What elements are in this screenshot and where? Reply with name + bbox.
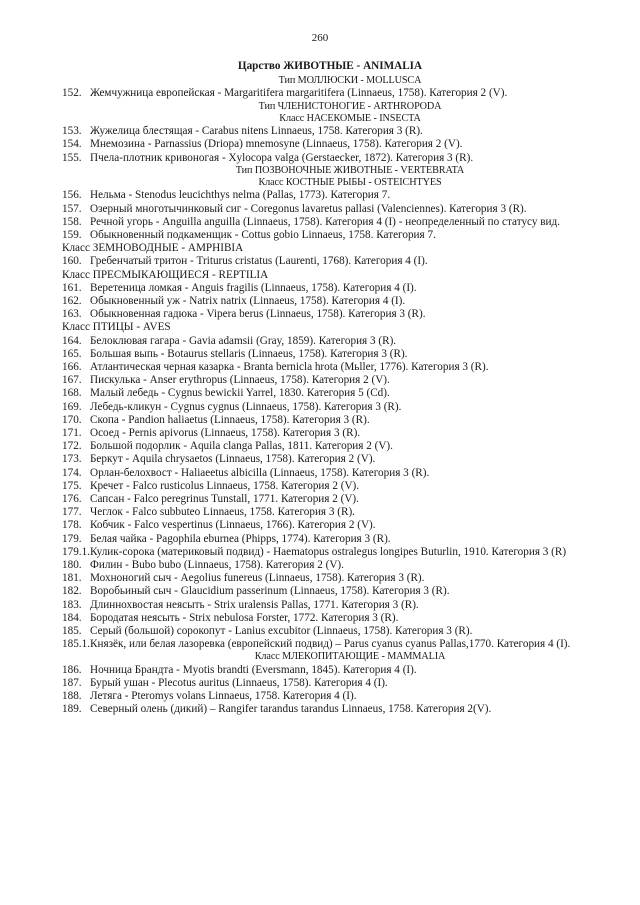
entry-text: Атлантическая черная казарка - Branta bernicla hrota (Mьller, 1776). Категория 3 (R). (90, 360, 489, 373)
entry-number: 165. (62, 347, 82, 360)
entry-text: Мнемозина - Parnassius (Driopa) mnemosyne (Linnaeus, 1758). Категория 2 (V). (90, 138, 463, 151)
species-list (0, 75, 640, 717)
species-entry (0, 348, 640, 361)
species-entry (0, 664, 640, 677)
entry-number: 189. (62, 703, 82, 716)
species-entry (0, 138, 640, 151)
entry-text: Длиннохвостая неясыть - Strix uralensis Pallas, 1771. Категория 3 (R). (90, 598, 419, 611)
entry-text: Обыкновенный уж - Natrix natrix (Linnaeus, 1758). Категория 4 (I). (90, 294, 406, 307)
page-number: 260 (311, 32, 329, 44)
entry-text: Белая чайка - Pagophila eburnea (Phipps, 1774). Категория 3 (R). (90, 532, 391, 545)
entry-text: Мохноногий сыч - Aegolius funereus (Linnaeus, 1758). Категория 3 (R). (90, 572, 425, 585)
entry-text: Кречет - Falco rusticolus Linnaeus, 1758. Категория 2 (V). (90, 479, 360, 492)
kingdom-heading: Царство ЖИВОТНЫЕ - ANIMALIA (237, 60, 423, 72)
species-entry (0, 559, 640, 572)
entry-number: 170. (62, 413, 82, 426)
entry-text: Большая выпь - Botaurus stellaris (Linnaeus, 1758). Категория 3 (R). (90, 347, 408, 360)
class-heading: Класс ПТИЦЫ - AVES (62, 321, 171, 334)
entry-number: 185. (62, 625, 82, 637)
taxon-heading: Тип МОЛЛЮСКИ - MOLLUSCA (278, 75, 422, 86)
entry-number: 188. (62, 690, 82, 703)
species-entry (0, 572, 640, 585)
species-entry (0, 506, 640, 519)
entry-text: Осоед - Pernis apivorus (Linnaeus, 1758). Категория 3 (R). (90, 426, 361, 439)
entry-text: Ночница Брандта - Myotis brandti (Eversmann, 1845). Категория 4 (I). (90, 663, 417, 676)
entry-number: 174. (62, 466, 82, 479)
entry-text: Воробьиный сыч - Glaucidium passerinum (Linnaeus, 1758). Категория 3 (R). (90, 585, 450, 598)
entry-text: Обыкновенная гадюка - Vipera berus (Linnaeus, 1758). Категория 3 (R). (90, 308, 426, 321)
entry-number: 156. (62, 189, 82, 202)
entry-number: 166. (62, 360, 82, 373)
species-entry (0, 480, 640, 493)
species-entry (0, 519, 640, 532)
entry-number: 183. (62, 598, 82, 611)
entry-text: Нельма - Stenodus leucichthys nelma (Pallas, 1773). Категория 7. (90, 189, 391, 202)
entry-number: 154. (62, 138, 82, 151)
entry-text: Озерный многотычинковый сиг - Coregonus lavaretus pallasi (Valenciennes). Категория 3 (R). (90, 202, 527, 215)
entry-text: Летяга - Pteromys volans Linnaeus, 1758. Категория 4 (I). (90, 690, 357, 703)
species-entry (0, 387, 640, 400)
species-entry (0, 401, 640, 414)
entry-number: 164. (62, 334, 82, 347)
entry-text: Лебедь-кликун - Cygnus cygnus (Linnaeus, 1758). Категория 3 (R). (90, 400, 402, 413)
species-entry (0, 703, 640, 716)
species-entry (0, 625, 640, 638)
entry-number: 152. (62, 87, 82, 100)
entry-number: 162. (62, 294, 82, 307)
species-entry (0, 440, 640, 453)
species-entry (0, 203, 640, 216)
entry-number: 160. (62, 255, 82, 268)
species-entry (0, 295, 640, 308)
entry-number: 175. (62, 479, 82, 492)
entry-text: Гребенчатый тритон - Triturus cristatus (Laurenti, 1768). Категория 4 (I). (90, 255, 428, 268)
class-heading: Класс ЗЕМНОВОДНЫЕ - AMPHIBIA (62, 242, 244, 255)
taxon-heading: Класс КОСТНЫЕ РЫБЫ - OSTEICHTYES (258, 177, 442, 188)
entry-number: 163. (62, 308, 82, 321)
species-entry (0, 87, 640, 100)
species-entry (0, 361, 640, 374)
taxon-heading: Класс МЛЕКОПИТАЮЩИЕ - MAMMALIA (254, 651, 446, 663)
species-entry (0, 677, 640, 690)
entry-number: 173. (62, 453, 82, 466)
entry-text: Речной угорь - Anguilla anguilla (Linnaeus, 1758). Категория 4 (I) - неопределенный по статусу вид. (90, 215, 560, 228)
entry-number: 179.1. (62, 545, 90, 558)
entry-text: Сапсан - Falco peregrinus Tunstall, 1771. Категория 2 (V). (90, 492, 359, 505)
entry-text: Пискулька - Anser erythropus (Linnaeus, 1758). Категория 2 (V). (90, 374, 390, 387)
entry-text: Кобчик - Falco vespertinus (Linnaeus, 1766). Категория 2 (V). (90, 519, 376, 532)
species-entry (0, 189, 640, 202)
species-entry (0, 493, 640, 506)
entry-text: Филин - Bubo bubo (Linnaeus, 1758). Категория 2 (V). (90, 558, 344, 571)
entry-text: Серый (большой) сорокопут - Lanius excubitor (Linnaeus, 1758). Категория 3 (R). (90, 625, 473, 637)
species-entry (0, 414, 640, 427)
entry-text: Обыкновенный подкаменщик - Cottus gobio Linnaeus, 1758. Категория 7. (90, 228, 436, 241)
entry-text: Кулик-сорока (материковый подвид) - Haematopus ostralegus longipes Buturlin, 1910. Категория 3 (R) (90, 545, 567, 558)
species-entry (0, 308, 640, 321)
entry-text: Пчела-плотник кривоногая - Xylocopa valga (Gerstaecker, 1872). Категория 3 (R). (90, 151, 474, 164)
entry-number: 155. (62, 151, 82, 164)
document-content (0, 58, 640, 717)
species-entry (0, 125, 640, 138)
entry-text: Малый лебедь - Cygnus bewickii Yarrel, 1830. Категория 5 (Cd). (90, 387, 390, 400)
entry-number: 179. (62, 532, 82, 545)
entry-text: Большой подорлик - Aquila clanga Pallas, 1811. Категория 2 (V). (90, 440, 393, 453)
entry-number: 171. (62, 426, 82, 439)
species-entry (0, 255, 640, 268)
species-entry (0, 453, 640, 466)
entry-number: 182. (62, 585, 82, 598)
entry-number: 158. (62, 215, 82, 228)
species-entry (0, 533, 640, 546)
entry-text: Беркут - Aquila chrysaetos (Linnaeus, 1758). Категория 2 (V). (90, 453, 376, 466)
entry-text: Скопа - Pandion haliaetus (Linnaeus, 1758). Категория 3 (R). (90, 413, 370, 426)
species-entry (0, 599, 640, 612)
entry-text: Бородатая неясыть - Strix nebulosa Forster, 1772. Категория 3 (R). (90, 611, 399, 624)
species-entry (0, 374, 640, 387)
entry-text: Чеглок - Falco subbuteo Linnaeus, 1758. Категория 3 (R). (90, 506, 355, 519)
taxon-heading: Тип ПОЗВОНОЧНЫЕ ЖИВОТНЫЕ - VERTEBRATA (235, 164, 465, 176)
species-entry (0, 152, 640, 165)
entry-text: Бурый ушан - Plecotus auritus (Linnaeus, 1758). Категория 4 (I). (90, 676, 388, 689)
entry-number: 180. (62, 558, 82, 571)
species-entry (0, 216, 640, 229)
entry-number: 178. (62, 519, 82, 532)
entry-text: Орлан-белохвост - Haliaeetus albicilla (Linnaeus, 1758). Категория 3 (R). (90, 466, 430, 479)
species-entry (0, 335, 640, 348)
entry-number: 172. (62, 440, 82, 453)
entry-number: 168. (62, 387, 82, 400)
entry-number: 181. (62, 572, 82, 585)
entry-text: Северный олень (дикий) – Rangifer tarandus tarandus Linnaeus, 1758. Категория 2(V). (90, 703, 492, 716)
species-entry (0, 427, 640, 440)
species-entry (0, 282, 640, 295)
entry-number: 187. (62, 676, 82, 689)
entry-number: 186. (62, 663, 82, 676)
entry-text: Веретеница ломкая - Anguis fragilis (Linnaeus, 1758). Категория 4 (I). (90, 281, 417, 294)
taxon-heading: Класс НАСЕКОМЫЕ - INSECTA (279, 112, 421, 124)
entry-number: 176. (62, 492, 82, 505)
entry-number: 169. (62, 400, 82, 413)
species-entry (0, 467, 640, 480)
species-entry (0, 690, 640, 703)
taxon-heading: Тип ЧЛЕНИСТОНОГИЕ - ARTHROPODA (258, 100, 442, 112)
entry-text: Жужелица блестящая - Carabus nitens Linnaeus, 1758. Категория 3 (R). (90, 125, 423, 138)
species-entry (0, 229, 640, 242)
entry-number: 184. (62, 611, 82, 624)
entry-number: 161. (62, 281, 82, 294)
entry-text: Белоклювая гагара - Gavia adamsii (Gray, 1859). Категория 3 (R). (90, 334, 397, 347)
species-entry (0, 638, 640, 651)
entry-number: 167. (62, 374, 82, 387)
class-heading: Класс ПРЕСМЫКАЮЩИЕСЯ - REPTILIA (62, 268, 269, 281)
entry-number: 157. (62, 202, 82, 215)
species-entry (0, 585, 640, 598)
entry-number: 177. (62, 506, 82, 519)
entry-text: Князёк, или белая лазоревка (европейский подвид) – Parus cyanus cyanus Pallas,1770. Категория 4 (I). (90, 638, 571, 651)
species-entry (0, 612, 640, 625)
entry-number: 153. (62, 125, 82, 138)
entry-text: Жемчужница европейская - Margaritifera margaritifera (Linnaeus, 1758). Категория 2 (V). (90, 87, 508, 100)
entry-number: 159. (62, 228, 82, 241)
species-entry (0, 546, 640, 559)
entry-number: 185.1. (62, 638, 90, 651)
